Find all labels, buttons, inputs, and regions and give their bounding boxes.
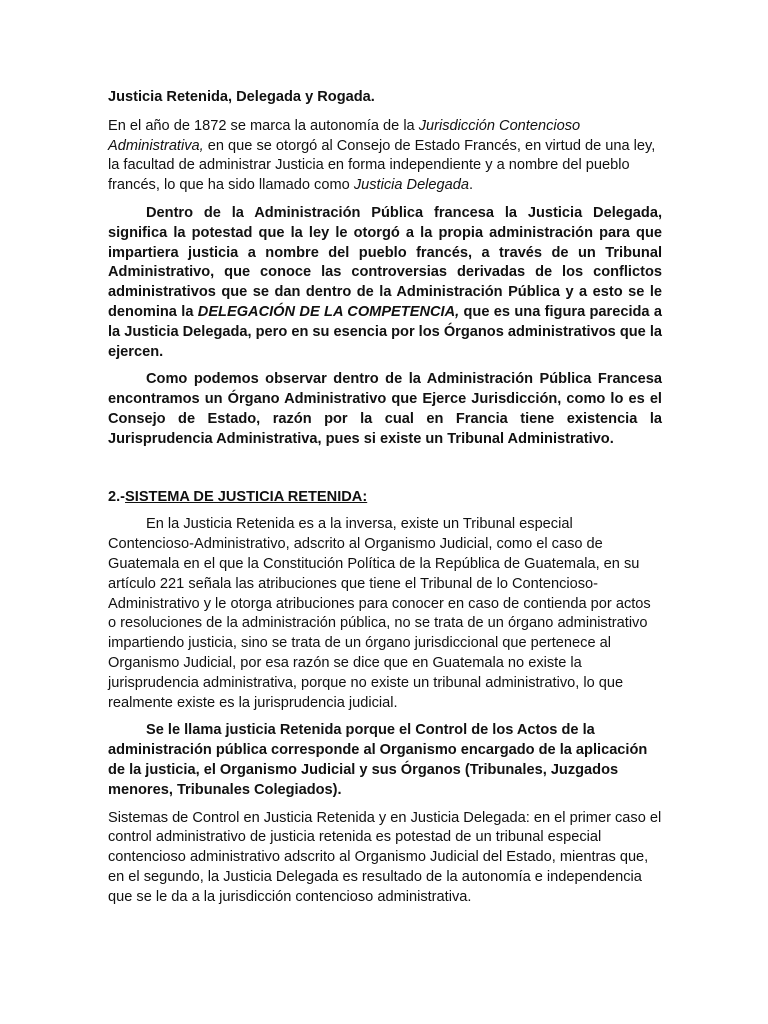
paragraph-1 bbox=[108, 117, 662, 196]
paragraph-6: Sistemas de Control en Justicia Retenida y en Justicia Delegada: en el primer caso el control administrativo de justicia retenida es potestad de un tribunal especial contencioso administrativo adscrito al Organismo Judicial del Estado, mientras que, en el segundo, la Justicia Delegada es resultado de la autonomía e independencia que se le da a la jurisdicción contencioso administrativa. bbox=[108, 809, 662, 905]
paragraph-1-italic-a: Jurisdicción Contencioso Administrativa, bbox=[108, 117, 581, 154]
paragraph-5: Se le llama justicia Retenida porque el Control de los Actos de la administración pública corresponde al Organismo encargado de la aplicación de la justicia, el Organismo Judicial y sus Órganos (Tribunales, Juzgados menores, Tribunales Colegiados). bbox=[108, 722, 648, 798]
paragraph-3: Como podemos observar dentro de la Administración Pública Francesa encontramos un Órgano Administrativo que Ejerce Jurisdicción, como lo es el Consejo de Estado, razón por la cual en Francia tiene existencia la Jurisprudencia Administrativa, pues si existe un Tribunal Administrativo. bbox=[108, 371, 662, 447]
section-title: SISTEMA DE JUSTICIA RETENIDA: bbox=[125, 488, 368, 505]
document-title: Justicia Retenida, Delegada y Rogada. bbox=[108, 89, 375, 105]
document-body bbox=[108, 88, 662, 907]
paragraph-4: En la Justicia Retenida es a la inversa, existe un Tribunal especial Contencioso-Administrativo, adscrito al Organismo Judicial, como el caso de Guatemala en el que la Constitución Política de la República de Guatemala, en su artículo 221 señala las atribuciones que tiene el Tribunal de lo Contencioso-Administrativo y le otorga atribuciones para conocer en caso de contienda por actos o resoluciones de la administración pública, no se trata de un órgano administrativo impartiendo justicia, sino se trata de un órgano jurisdiccional que pertenece al Organismo Judicial, por esa razón se dice que en Guatemala no existe la jurisprudencia administrativa, porque no existe un tribunal administrativo, lo que realmente existe es la jurisprudencia judicial. bbox=[108, 516, 651, 711]
paragraph-1-text-a: En el año de 1872 se marca la autonomía de la bbox=[108, 117, 419, 134]
paragraph-2-text-a: Dentro de la Administración Pública francesa la Justicia Delegada, significa la potestad que la ley le otorgó a la propia administración para que impartiera justicia a nombre del pueblo francés, a través de un Tribunal Administrativo, que conoce las controversias derivadas de los conflictos administrativos que se dan dentro de la Administración Pública y a esto se le denomina la bbox=[108, 204, 662, 320]
paragraph-1-italic-b: Justicia Delegada bbox=[353, 177, 470, 194]
section-number: 2.- bbox=[108, 488, 126, 505]
paragraph-1-text-c: . bbox=[469, 177, 474, 194]
paragraph-2 bbox=[108, 204, 662, 362]
section-heading bbox=[108, 488, 662, 508]
paragraph-1-text-b: en que se otorgó al Consejo de Estado Francés, en virtud de una ley, la facultad de administrar Justicia en forma independiente y a nombre del pueblo francés, lo que ha sido llamado como bbox=[108, 137, 656, 194]
paragraph-2-text-b: que es una figura parecida a la Justicia Delegada, pero en su esencia por los Órganos administrativos que la ejercen. bbox=[108, 303, 663, 360]
paragraph-2-italic: DELEGACIÓN DE LA COMPETENCIA, bbox=[197, 303, 460, 320]
